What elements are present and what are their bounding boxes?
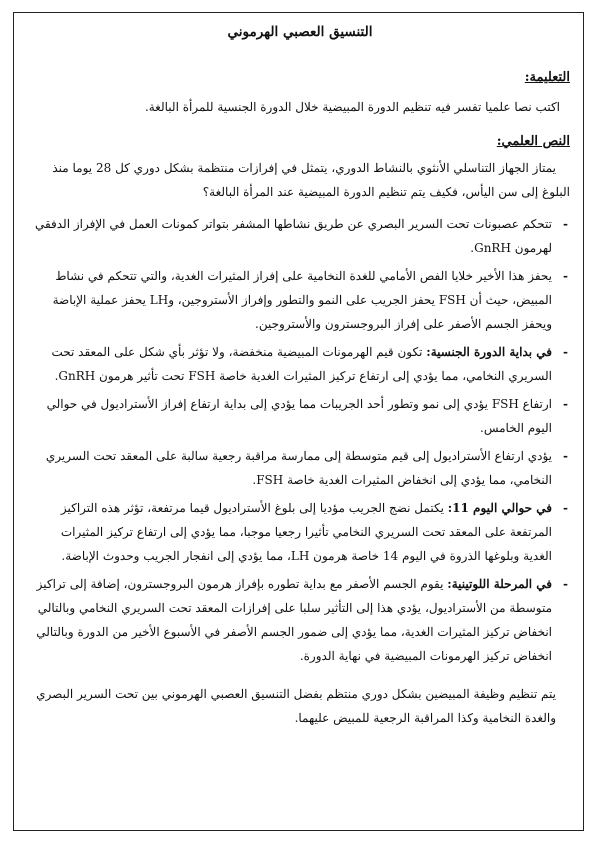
science-text-heading: النص العلمي: [496,134,570,149]
list-item [30,340,570,388]
bullet-marker: - [563,397,568,411]
bullet-marker: - [563,217,568,231]
bullet-marker: - [563,501,568,515]
point-lead: في حوالي اليوم 11: [447,501,552,515]
point-lead: في بداية الدورة الجنسية: [426,345,552,359]
list-item [30,264,570,336]
point-text: يحفز هذا الأخير خلايا الفص الأمامي للغدة النخامية على إفراز المثيرات الغدية، والتي تتحكم في نشاط المبيض، حيث أن FSH يحفز الجريب على النمو والتطور وإفراز الأستروجين، وLH يحفز عملية الإباضة ويحفز الجسم الأصفر على إفراز البروجسترون والأستروجين. [52,269,552,331]
intro-paragraph: يمتاز الجهاز التناسلي الأنثوي بالنشاط الدوري، يتمثل في إفرازات منتظمة بشكل دوري كل 28 يوما منذ البلوغ إلى سن اليأس، فكيف يتم تنظيم الدورة المبيضية عند المرأة البالغة؟ [52,161,570,199]
point-text: تكون قيم الهرمونات المبيضية منخفضة، ولا تؤثر بأي شكل على المعقد تحت السريري النخامي، مما يؤدي إلى ارتفاع تركيز المثيرات الغدية خاصة FSH تحت تأثير هرمون GnRH. [51,345,552,383]
bullet-marker: - [563,577,568,591]
list-item [30,444,570,492]
points-list [30,212,570,668]
bullet-marker: - [563,449,568,463]
point-lead: في المرحلة اللوتينية: [447,577,552,591]
list-item [30,496,570,568]
bullet-marker: - [563,269,568,283]
point-text: يكتمل نضج الجريب مؤديا إلى بلوغ الأستراديول قيما مرتفعة، تؤثر هذه التراكيز المرتفعة على المعقد تحت السريري النخامي تأثيرا رجعيا موجبا، مما يؤدي إلى ارتفاع تركيز المثيرات الغدية وبلوغها الذروة في اليوم 14 خاصة هرمون LH، مما يؤدي إلى انفجار الجريب وحدوث الإباضة. [60,501,552,563]
list-item [30,572,570,668]
conclusion-paragraph: يتم تنظيم وظيفة المبيضين بشكل دوري منتظم بفضل التنسيق العصبي الهرموني بين تحت السرير البصري والغدة النخامية وكذا المراقبة الرجعية للمبيض عليهما. [36,687,556,725]
list-item [30,392,570,440]
document-title: التنسيق العصبي الهرموني [227,24,373,40]
point-text: تتحكم عصبونات تحت السرير البصري عن طريق نشاطها المشفر بتواتر كمونات العمل في الإفراز الدفقي لهرمون GnRH. [34,217,552,255]
bullet-marker: - [563,345,568,359]
point-text: يؤدي ارتفاع الأستراديول إلى قيم متوسطة إلى ممارسة مراقبة رجعية سالبة على المعقد تحت السريري النخامي، مما يؤدي إلى انخفاض المثيرات الغدية خاصة FSH. [45,449,552,487]
point-text: يقوم الجسم الأصفر مع بداية تطوره بإفراز هرمون البروجسترون، إضافة إلى تراكيز متوسطة من الأستراديول، يؤدي هذا إلى التأثير سلبا على إفرازات المعقد تحت السريري النخامي وبالتالي انخفاض تركيز المثيرات الغدية، مما يؤدي إلى ضمور الجسم الأصفر في الأسبوع الأخير من الدورة وبالتالي انخفاض تركيز الهرمونات المبيضية في نهاية الدورة. [36,577,552,663]
instruction-text: اكتب نصا علميا تفسر فيه تنظيم الدورة المبيضية خلال الدورة الجنسية للمرأة البالغة. [144,100,560,114]
instruction-heading: التعليمة: [524,70,570,85]
point-text: ارتفاع FSH يؤدي إلى نمو وتطور أحد الجريبات مما يؤدي إلى بداية ارتفاع إفراز الأستراديول في حوالي اليوم الخامس. [46,397,552,435]
document-body [30,20,570,730]
list-item [30,212,570,260]
